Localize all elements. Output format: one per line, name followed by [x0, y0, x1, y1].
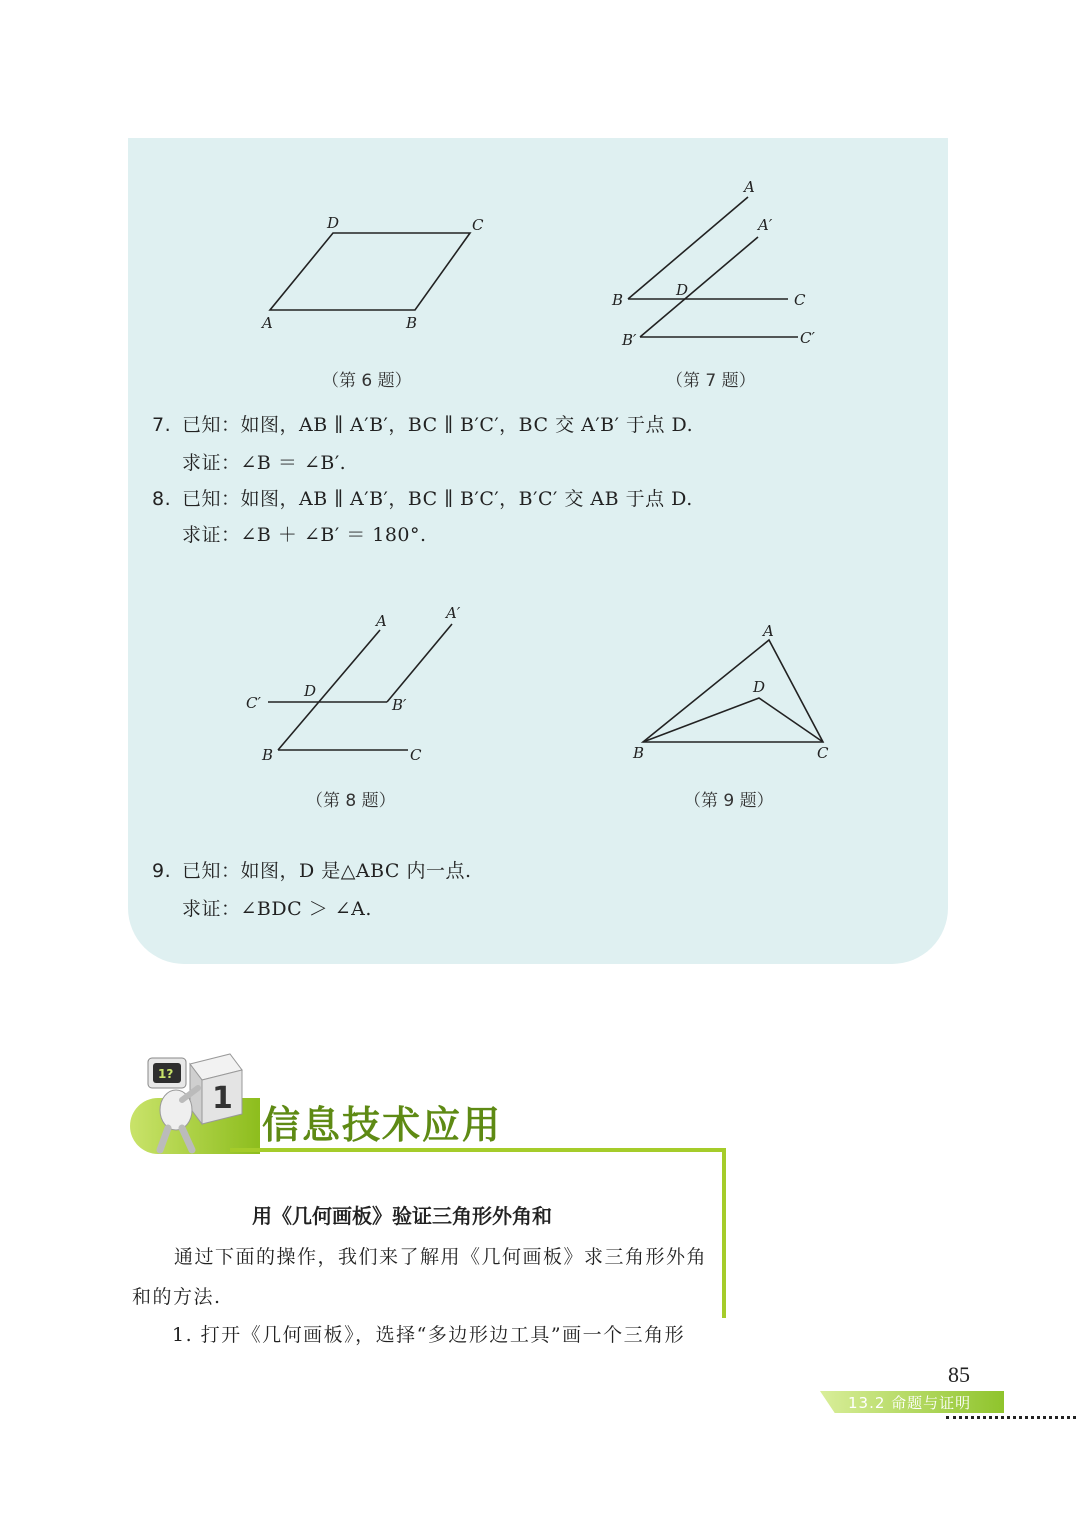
intro-paragraph-line-2: 和的方法. [132, 1286, 222, 1308]
fig6-caption: （第 6 题） [322, 371, 412, 391]
fig6-label-d: D [327, 214, 340, 232]
section-subtitle: 用《几何画板》验证三角形外角和 [252, 1204, 552, 1228]
figure-8 [240, 600, 480, 770]
problem-8-given-text: 已知：如图，AB ∥ A′B′，BC ∥ B′C′，B′C′ 交 AB 于点 D. [182, 488, 693, 510]
footer-dotted-rule [946, 1416, 1076, 1419]
fig8-caption: （第 8 题） [306, 791, 396, 811]
step-1-text: 1. 打开《几何画板》，选择“多边形边工具”画一个三角形 [172, 1324, 686, 1346]
fig7-label-a1: A′ [758, 216, 773, 234]
fig7-caption: （第 7 题） [666, 371, 756, 391]
fig9-label-c: C [817, 744, 829, 762]
mascot-cube-number: 1 [212, 1081, 233, 1116]
problem-7-given [152, 410, 693, 437]
fig8-label-a: A [376, 612, 387, 630]
fig6-label-b: B [406, 314, 418, 332]
problem-9-given-text: 已知：如图，D 是△ABC 内一点. [182, 860, 472, 882]
fig8-label-b: B [262, 746, 274, 764]
page-number: 85 [948, 1362, 970, 1387]
mascot-robot-icon [138, 1044, 248, 1156]
intro-paragraph-line-1: 通过下面的操作，我们来了解用《几何画板》求三角形外角 [174, 1246, 708, 1268]
figure-9 [625, 620, 845, 770]
problem-9-prove: 求证：∠BDC ＞ ∠A. [182, 898, 372, 920]
problem-8-prove: 求证：∠B ＋ ∠B′ ＝ 180°. [182, 524, 427, 546]
section-rule-vertical [722, 1148, 726, 1318]
fig7-label-b1: B′ [622, 331, 637, 349]
problem-7-prove: 求证：∠B ＝ ∠B′. [182, 452, 347, 474]
figure-7 [600, 175, 840, 355]
fig7-label-b: B [612, 291, 624, 309]
fig9-label-a: A [763, 622, 774, 640]
section-title: 信息技术应用 [262, 1103, 503, 1147]
fig7-label-d: D [676, 281, 689, 299]
fig9-caption: （第 9 题） [684, 791, 774, 811]
fig7-label-a: A [744, 178, 755, 196]
fig8-label-b1: B′ [392, 696, 407, 714]
fig7-label-c1: C′ [800, 329, 815, 347]
fig6-label-c: C [472, 216, 484, 234]
fig8-label-c1: C′ [246, 694, 261, 712]
mascot-screen-text: 1? [158, 1067, 174, 1081]
fig9-label-b: B [633, 744, 645, 762]
problem-9-given [152, 856, 472, 883]
problem-8-number: 8. [152, 488, 172, 510]
problem-8-given [152, 484, 693, 511]
problem-9-number: 9. [152, 860, 172, 882]
figure-6 [250, 210, 510, 340]
fig9-label-d: D [753, 678, 766, 696]
fig8-label-d: D [304, 682, 317, 700]
problem-7-number: 7. [152, 414, 172, 436]
problem-7-given-text: 已知：如图，AB ∥ A′B′，BC ∥ B′C′，BC 交 A′B′ 于点 D. [182, 414, 694, 436]
fig8-label-c: C [410, 746, 422, 764]
fig6-label-a: A [262, 314, 273, 332]
fig8-label-a1: A′ [446, 604, 461, 622]
fig7-label-c: C [794, 291, 806, 309]
footer-section-label: 13.2 命题与证明 [848, 1394, 972, 1412]
